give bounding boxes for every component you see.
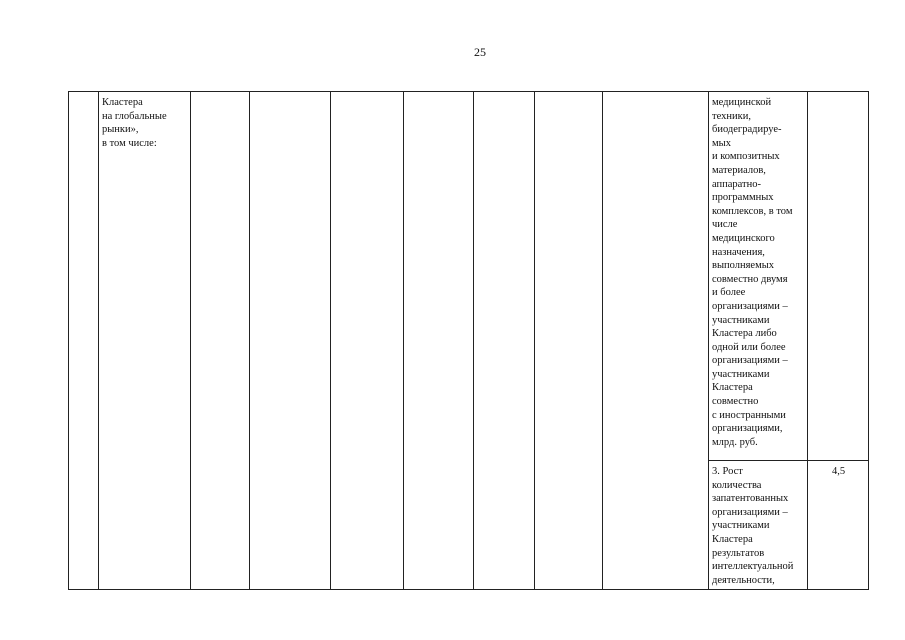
measure-name-text: Кластера на глобальные рынки», в том числе: bbox=[102, 97, 167, 149]
table-cell bbox=[603, 92, 709, 461]
table-cell bbox=[331, 461, 404, 590]
table-cell-indicator bbox=[709, 92, 808, 461]
table-row bbox=[69, 92, 869, 461]
indicator-value: 4,5 bbox=[831, 466, 846, 477]
table-cell-value bbox=[808, 461, 869, 590]
table-cell bbox=[250, 92, 331, 461]
table-cell-value bbox=[808, 92, 869, 461]
table-cell-measure-name bbox=[99, 92, 191, 461]
table-cell bbox=[191, 461, 250, 590]
table-cell bbox=[535, 461, 603, 590]
table-cell bbox=[250, 461, 331, 590]
table-cell-measure-name bbox=[99, 461, 191, 590]
table-cell bbox=[535, 92, 603, 461]
table-cell bbox=[404, 461, 474, 590]
table-cell bbox=[404, 92, 474, 461]
indicator-text: 3. Рост количества запатентованных организациями – участниками Кластера результатов интеллектуальной деятельности, bbox=[712, 466, 794, 586]
table-cell bbox=[474, 461, 535, 590]
table-cell bbox=[191, 92, 250, 461]
table-cell bbox=[331, 92, 404, 461]
page-number: 25 bbox=[474, 45, 486, 59]
table-cell-number bbox=[69, 92, 99, 461]
program-table bbox=[68, 91, 869, 590]
table-row bbox=[69, 461, 869, 590]
table-cell-number bbox=[69, 461, 99, 590]
table-cell-indicator bbox=[709, 461, 808, 590]
indicator-text: медицинской техники, биодеградируе- мых и композитных материалов, аппаратно- программных комплексов, в том числе медицинского назначения, выполняемых совместно двумя и более организациями – участниками Кластера либо одной или более организациями – участниками Кластера совместно с иностранными организациями, млрд. руб. bbox=[712, 97, 793, 448]
table-cell bbox=[603, 461, 709, 590]
table-cell bbox=[474, 92, 535, 461]
